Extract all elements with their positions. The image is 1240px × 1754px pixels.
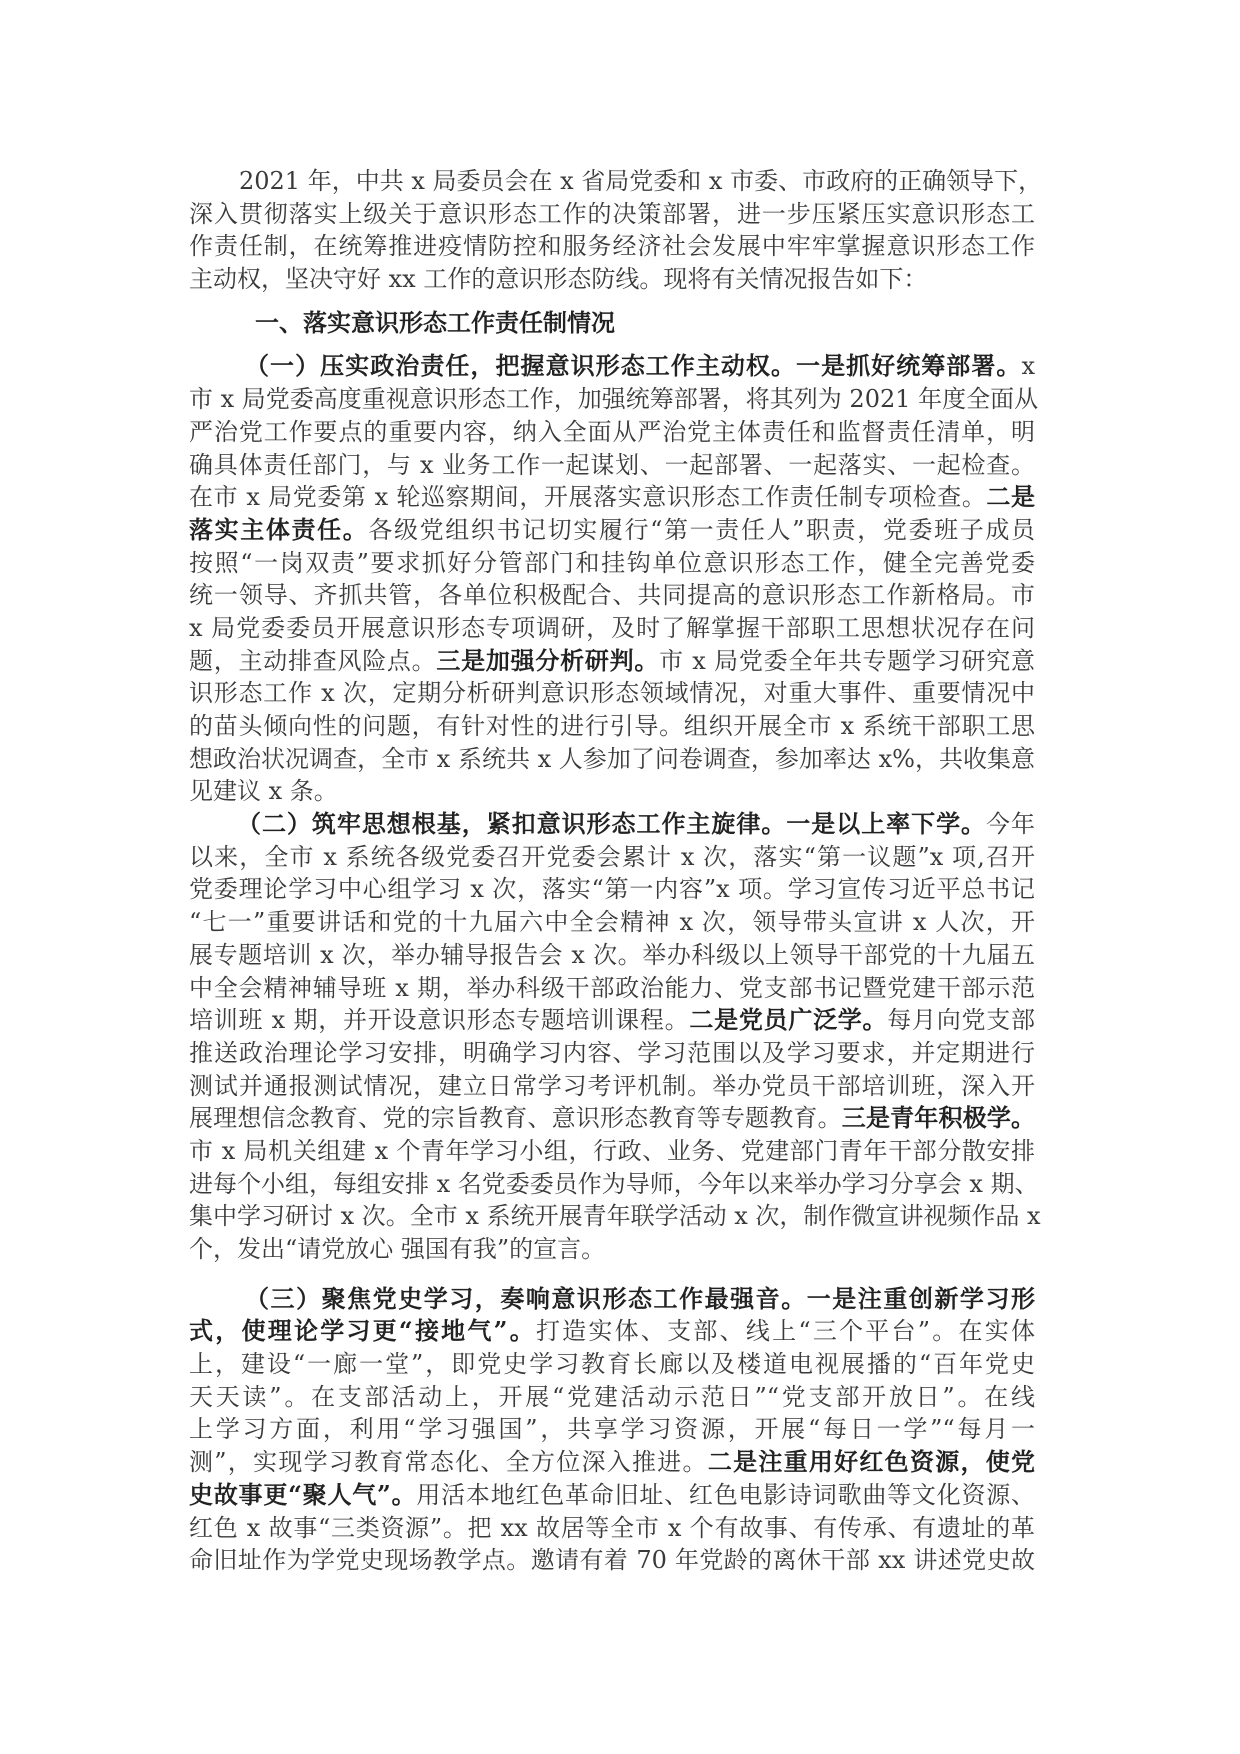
- text-line: [189, 775, 1035, 808]
- text-line: [189, 1381, 1035, 1414]
- body-text: 想政治状况调查，全市 x 系统共 x 人参加了问卷调查，参加率达 x%，共收集意: [189, 744, 1035, 773]
- text-line: [189, 1512, 1035, 1545]
- bold-text: （一）压实政治责任，把握意识形态工作主动权。一是抓好统筹部署。: [245, 351, 1022, 381]
- body-text: 测”，实现学习教育常态化、全方位深入推进。: [189, 1448, 708, 1477]
- text-line: [189, 1102, 1035, 1135]
- text-line: [189, 1168, 1039, 1201]
- text-line: [189, 939, 1035, 972]
- body-text: 市 x 局党委高度重视意识形态工作，加强统筹部署，将其列为 2021 年度全面从: [189, 385, 1039, 414]
- text-line: [189, 1315, 1035, 1348]
- text-line: [189, 1544, 1035, 1577]
- text-line: [189, 972, 1035, 1005]
- text-line: [189, 1283, 1035, 1316]
- text-line: [189, 743, 1035, 776]
- body-text: 进每个小组，每组安排 x 名党委委员作为导师，今年以来举办学习分享会 x 期、: [189, 1169, 1039, 1198]
- text-line: [189, 383, 1039, 416]
- text-line: [189, 710, 1035, 743]
- text-line: [189, 230, 1035, 263]
- document-page: [189, 165, 1043, 1577]
- body-text: 作责任制，在统筹推进疫情防控和服务经济社会发展中牢牢掌握意识形态工作: [189, 232, 1035, 261]
- text-line: [189, 1446, 1035, 1479]
- body-text: x: [1021, 352, 1035, 381]
- body-text: 中全会精神辅导班 x 期，举办科级干部政治能力、党支部书记暨党建干部示范: [189, 973, 1035, 1002]
- text-line: [189, 1070, 1035, 1103]
- paragraph-sec1: [189, 350, 1039, 808]
- text-line: [189, 906, 1035, 939]
- text-line: [189, 198, 1035, 231]
- body-text: 用活本地红色革命旧址、红色电影诗词歌曲等文化资源、: [416, 1480, 1036, 1509]
- body-text: 确具体责任部门，与 x 业务工作一起谋划、一起部署、一起落实、一起检查。: [189, 450, 1035, 479]
- paragraph-sec3: [189, 1283, 1035, 1577]
- body-text: 培训班 x 期，并开设意识形态专题培训课程。: [189, 1006, 690, 1035]
- text-line: [189, 350, 1035, 383]
- text-line: [189, 1200, 1041, 1233]
- bold-text: 落实主体责任。: [189, 514, 369, 544]
- text-line: [189, 1233, 1035, 1266]
- body-text: 主动权，坚决守好 xx 工作的意识形态防线。现将有关情况报告如下：: [189, 265, 928, 294]
- section-heading: [189, 307, 1035, 340]
- text-line: [189, 873, 1035, 906]
- bold-text: 史故事更“聚人气”。: [189, 1479, 417, 1509]
- text-line: [189, 1479, 1035, 1512]
- bold-text: 三是青年积极学。: [841, 1103, 1036, 1133]
- body-text: 市 x 局党委全年共专题学习研究意: [659, 646, 1036, 675]
- body-text: 测试并通报测试情况，建立日常学习考评机制。举办党员干部培训班，深入开: [189, 1071, 1035, 1100]
- body-text: 见建议 x 条。: [189, 777, 338, 806]
- body-text: 上，建设“一廊一堂”，即党史学习教育长廊以及楼道电视展播的“百年党史: [189, 1350, 1035, 1379]
- text-line: [189, 841, 1035, 874]
- body-text: 以来，全市 x 系统各级党委召开党委会累计 x 次，落实“第一议题”x 项,召开: [189, 842, 1035, 871]
- text-line: [189, 416, 1035, 449]
- text-line: [189, 449, 1035, 482]
- bold-text: 三是加强分析研判。: [436, 645, 660, 675]
- body-text: 集中学习研讨 x 次。全市 x 系统开展青年联学活动 x 次，制作微宣讲视频作品 x: [189, 1202, 1041, 1231]
- body-text: 推送政治理论学习安排，明确学习内容、学习范围以及学习要求，并定期进行: [189, 1038, 1035, 1067]
- bold-text: 式，使理论学习更“接地气”。: [189, 1316, 536, 1346]
- text-line: [189, 1348, 1035, 1381]
- text-line: [189, 612, 1035, 645]
- text-line: [189, 514, 1035, 547]
- bold-text: 二是: [986, 482, 1036, 512]
- text-line: [189, 307, 1035, 340]
- text-line: [189, 808, 1035, 841]
- paragraph-intro: [189, 165, 1043, 296]
- body-text: 党委理论学习中心组学习 x 次，落实“第一内容”x 项。学习宣传习近平总书记: [189, 875, 1035, 904]
- body-text: 题，主动排查风险点。: [189, 646, 437, 675]
- paragraph-sec2: [189, 808, 1041, 1266]
- body-text: 在市 x 局党委第 x 轮巡察期间，开展落实意识形态工作责任制专项检查。: [189, 483, 987, 512]
- body-text: 严治党工作要点的重要内容，纳入全面从严治党主体责任和监督责任清单，明: [189, 417, 1035, 446]
- body-text: 深入贯彻落实上级关于意识形态工作的决策部署，进一步压紧压实意识形态工: [189, 199, 1035, 228]
- body-text: 个，发出“请党放心 强国有我”的宣言。: [189, 1235, 606, 1263]
- bold-text: 二是注重用好红色资源，使党: [707, 1447, 1035, 1477]
- bold-text: 一、落实意识形态工作责任制情况: [255, 307, 615, 337]
- text-line: [189, 1135, 1035, 1168]
- text-line: [189, 1004, 1035, 1037]
- body-text: 展理想信念教育、党的宗旨教育、意识形态教育等专题教育。: [189, 1104, 842, 1133]
- body-text: 统一领导、齐抓共管，各单位积极配合、共同提高的意识形态工作新格局。市: [189, 581, 1035, 610]
- body-text: 命旧址作为学党史现场教学点。邀请有着 70 年党龄的离休干部 xx 讲述党史故: [189, 1546, 1035, 1575]
- body-text: 识形态工作 x 次，定期分析研判意识形态领域情况，对重大事件、重要情况中: [189, 679, 1035, 708]
- text-line: [189, 579, 1035, 612]
- body-text: 的苗头倾向性的问题，有针对性的进行引导。组织开展全市 x 系统干部职工思: [189, 712, 1035, 740]
- body-text: 2021 年，中共 x 局委员会在 x 省局党委和 x 市委、市政府的正确领导下，: [239, 167, 1043, 195]
- body-text: 上学习方面，利用“学习强国”，共享学习资源，开展“每日一学”“每月一: [189, 1415, 1035, 1444]
- text-line: [189, 165, 1043, 198]
- bold-text: （三）聚焦党史学习，奏响意识形态工作最强音。一是注重创新学习形: [245, 1283, 1035, 1313]
- text-line: [189, 1037, 1035, 1070]
- text-line: [189, 645, 1035, 678]
- body-text: 市 x 局机关组建 x 个青年学习小组，行政、业务、党建部门青年干部分散安排: [189, 1136, 1035, 1165]
- body-text: 各级党组织书记切实履行“第一责任人”职责，党委班子成员: [368, 515, 1035, 544]
- text-line: [189, 263, 1035, 296]
- body-text: 今年: [986, 810, 1035, 839]
- body-text: 打造实体、支部、线上“三个平台”。在实体: [535, 1317, 1035, 1346]
- bold-text: （二）筑牢思想根基，紧扣意识形态工作主旋律。一是以上率下学。: [237, 809, 987, 839]
- body-text: 红色 x 故事“三类资源”。把 xx 故居等全市 x 个有故事、有传承、有遗址的革: [189, 1513, 1035, 1542]
- text-line: [189, 677, 1035, 710]
- body-text: 天天读”。在支部活动上，开展“党建活动示范日”“党支部开放日”。在线: [189, 1382, 1035, 1411]
- body-text: x 局党委委员开展意识形态专项调研，及时了解掌握干部职工思想状况存在问: [189, 613, 1035, 642]
- bold-text: 二是党员广泛学。: [689, 1005, 888, 1035]
- body-text: 每月向党支部: [887, 1006, 1036, 1035]
- text-line: [189, 547, 1035, 580]
- text-line: [189, 1413, 1035, 1446]
- body-text: 展专题培训 x 次，举办辅导报告会 x 次。举办科级以上领导干部党的十九届五: [189, 940, 1035, 969]
- body-text: “七一”重要讲话和党的十九届六中全会精神 x 次，领导带头宣讲 x 人次，开: [189, 908, 1035, 937]
- body-text: 按照“一岗双责”要求抓好分管部门和挂钩单位意识形态工作，健全完善党委: [189, 548, 1035, 577]
- text-line: [189, 481, 1035, 514]
